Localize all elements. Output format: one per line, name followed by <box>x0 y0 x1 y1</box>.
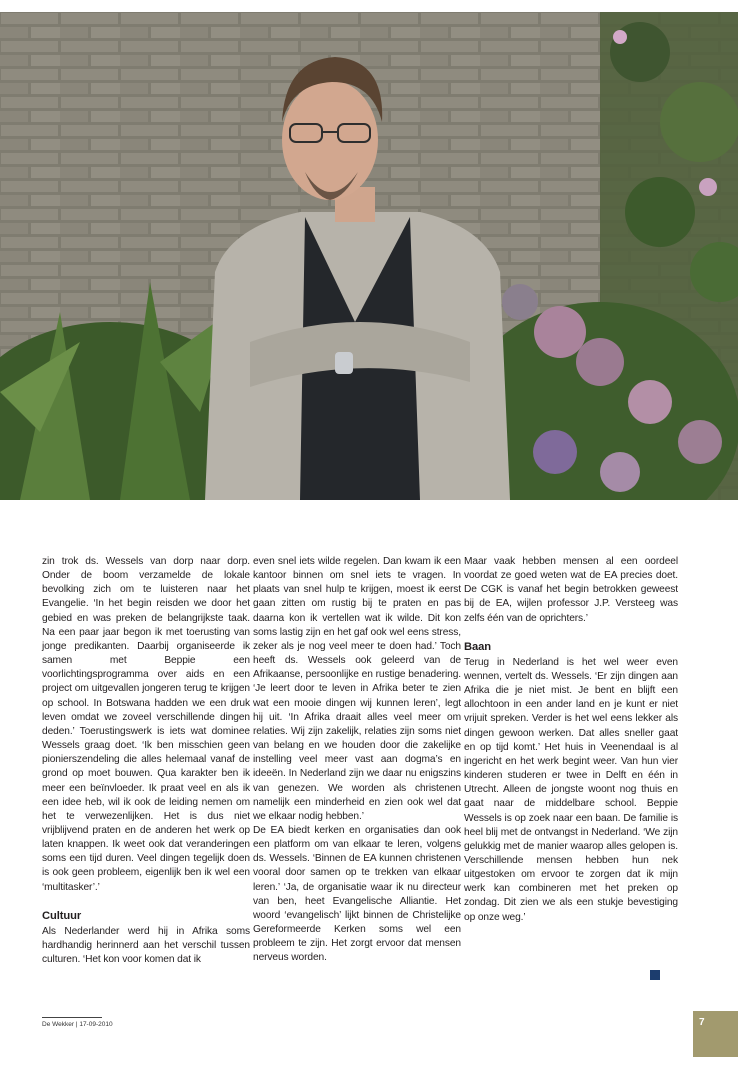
footer-publication: De Wekker | 17-09-2010 <box>42 1021 113 1028</box>
portrait-photo <box>0 12 738 500</box>
text-column-3 <box>464 555 678 925</box>
page-number-box <box>693 1011 738 1057</box>
paragraph: zin trok ds. Wessels van dorp naar dorp. Onder de boom verzamelde de lokale bevolking zich om te luisteren naar het Evangelie. ‘In het begin reisden we door het gebied en was preken de belangrijkste taak. Na een paar jaar begon ik met toerusting van jonge predikanten. Daarbij organiseerde ik samen met Beppie een voorlichtingsprogramma over aids en een project om uitgevallen jongeren terug te krijgen op school. In Botswana hadden we een druk leven omdat we zoveel verschillende dingen deden.’ Toerustingswerk is iets wat dominee Wessels graag doet. ‘Ik ben misschien geen pionierszendeling die alles helemaal vanaf de grond op moet bouwen. Qua karakter ben ik meer een beïnvloeder. Ik praat veel en als ik een idee heb, wil ik ook de leiding nemen om het te verwezenlijken. Het is dus niet vrijblijvend praten en de anderen het werk op laten knappen. Ik weet ook dat veranderingen soms een tijd duren. Veel dingen tegelijk doen is ook geen probleem, eigenlijk ben ik wel een ‘multitasker’.’ <box>42 556 250 893</box>
section-heading-cultuur: Cultuur <box>42 909 82 922</box>
paragraph: Terug in Nederland is het wel weer even wennen, vertelt ds. Wessels. ‘Er zijn dingen aan Afrika die je niet mist. Je bent en blijft een allochtoon in een ander land en je kunt er niet vrijuit spreken. Verder is het wel eens lekker als dingen gewoon werken. Dat alles sneller gaat en op tijd komt.’ Het huis in Veenendaal is al ingericht en het werk begint weer. Van hun vier kinderen studeren er twee in Delft en één in Utrecht. Alleen de jongste woont nog thuis en gaat naar de middelbare school. Beppie Wessels is op zoek naar een baan. De familie is heel blij met de ontvangst in Nederland. ‘We zijn gelukkig met de manier waarop alles gelopen is. Verschillende mensen hebben hun nek uitgestoken om ervoor te zorgen dat ik mijn werk kan combineren met het preken op zondag. Dit zien we als een stukje bevestiging op onze weg.’ <box>464 656 678 923</box>
article-end-square-icon <box>650 970 660 980</box>
paragraph: De EA biedt kerken en organisaties dan ook een platform om van elkaar te leren, volgens ds. Wessels. ‘Binnen de EA kunnen christenen vooral door samen op te trekken van elkaar leren.’ ‘Ja, de organisatie waar ik nu directeur van ben, heet Evangelische Alliantie. Het woord ‘evangelisch’ lijkt binnen de Christelijke Gereformeerde Kerken soms wel een probleem te zijn. Het zorgt ervoor dat mensen nerveus worden. <box>253 824 461 964</box>
section-heading-baan: Baan <box>464 640 491 653</box>
paragraph: Maar vaak hebben mensen al een oordeel voordat ze goed weten wat de EA precies doet. De CGK is vanaf het begin betrokken geweest bij de EA, wijlen professor J.P. Versteeg was zelfs één van de oprichters.’ <box>464 556 678 624</box>
paragraph: even snel iets wilde regelen. Dan kwam ik een kantoor binnen om snel iets te vragen. In plaats van snel hulp te krijgen, moest ik eerst gaan zitten om rustig bij te praten en pas daarna kon ik vertellen wat ik wilde. Dit kon soms lastig zijn en het gaf ook wel eens stress, zeker als je nog veel meer te doen had.’ Toch heeft ds. Wessels ook geleerd van de Afrikaanse, persoonlijke en rustige benadering. ‘Je leert door te leven in Afrika beter te zien wat een mooie dingen wij kunnen leren’, legt hij uit. ‘In Afrika draait alles veel meer om relaties. Wij zijn zakelijk, relaties zijn soms niet van belang en we houden door die zakelijke instelling veel meer vast aan dogma’s en ideeën. In Nederland zijn we daar nu enigszins van genezen. We worden als christenen namelijk een minderheid en zien ook wel dat we elkaar nodig hebben.’ <box>253 556 461 822</box>
paragraph: Als Nederlander werd hij in Afrika soms hardhandig herinnerd aan het verschil tussen culturen. ‘Het kon voor komen dat ik <box>42 925 250 966</box>
text-column-2 <box>253 555 461 966</box>
text-column-1 <box>42 555 250 967</box>
page-number: 7 <box>699 1017 705 1028</box>
footer-divider <box>42 1017 102 1018</box>
